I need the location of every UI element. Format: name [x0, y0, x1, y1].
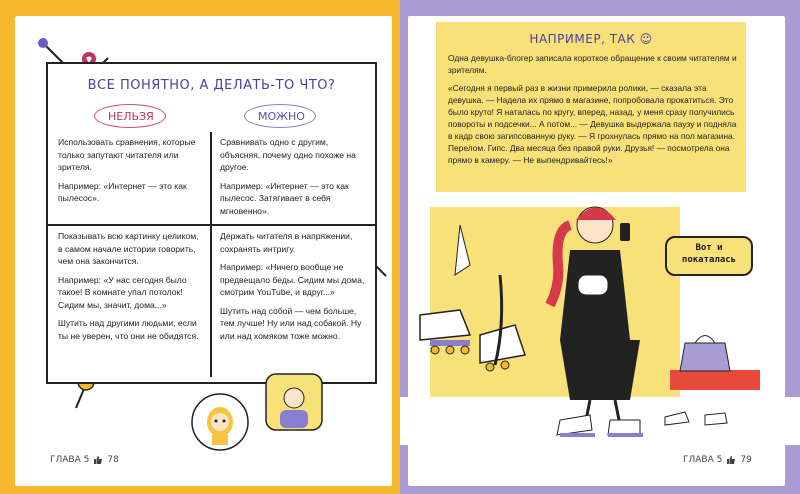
- note-paragraph: Одна девушка-блогер записала короткое обращение к своим читателям и зрителям.: [448, 53, 737, 75]
- cell-text: Например: «Ничего вообще не предвещало беды. Сидим мы дома, смотрим YouTube, и вдруг...»: [220, 262, 365, 297]
- divider-vertical: [210, 132, 212, 377]
- tips-card: [46, 62, 377, 384]
- cell-text: Показывать всю картинку целиком, в самом начале истории говорить, чем она закончится.: [58, 231, 199, 266]
- cell-text: Например: «Интернет — это как пылесос. Затягивает в себя мгновенно».: [220, 180, 349, 216]
- cell-text: Использовать сравнения, которые только запутают читателя или зрителя.: [58, 137, 196, 172]
- cell-text: Шутить над другими людьми, если ты не уверен, что они не обидятся.: [58, 318, 199, 341]
- cell-text: Например: «У нас сегодня было такое! В комнате упал потолок! Сидим мы, значит, дома...»: [58, 274, 187, 310]
- page-number: 79: [740, 455, 752, 465]
- boy-avatar-icon: [264, 372, 324, 432]
- note-paragraph: «Сегодня я первый раз в жизни примерила ролики, — сказала эта девушка. — Надела их прямо в магазине, попробовала прокатиться. Это было круто! Я наталась по кругу, вперед, назад, у меня сразу получились повороты и подсечки... А потом... — Девушка выдержала паузу и подняла в кадр свою загипсованную руку. — Я грохнулась прямо на пол магазина. Перелом. Гипс. Два месяца без правой руки. Друзья! — посмотрела она прямо в камеру. — Не выпендривайтесь!»: [448, 83, 737, 165]
- cell-text: Сравнивать одно с другим, объясняя, почему одно похоже на другое.: [220, 137, 356, 172]
- cell-text: Держать читателя в напряжении, сохранять интригу.: [220, 231, 353, 254]
- chapter-label: ГЛАВА 5: [683, 455, 723, 465]
- note-text: [448, 52, 740, 172]
- thumbs-up-icon: [93, 455, 103, 465]
- speech-bubble: [665, 236, 753, 276]
- girl-avatar-icon: [190, 392, 250, 452]
- thumbs-up-icon: [726, 455, 736, 465]
- footer-left: [50, 455, 119, 465]
- cell-text: Шутить над собой — чем больше, тем лучше! Ну или над собакой. Ну или над хомяком тоже можно.: [220, 305, 362, 341]
- label-no: НЕЛЬЗЯ: [108, 110, 154, 123]
- divider-horizontal: [48, 224, 375, 226]
- page-number: 78: [107, 455, 119, 465]
- cell-text: Например: «Интернет — это как пылесос».: [58, 180, 187, 203]
- example-note: [436, 22, 746, 192]
- card-title: ВСЕ ПОНЯТНО, А ДЕЛАТЬ-ТО ЧТО?: [87, 78, 336, 93]
- label-yes: МОЖНО: [258, 110, 305, 123]
- footer-right: [683, 455, 752, 465]
- cell-no-1: [58, 136, 203, 211]
- cell-no-2: [58, 230, 203, 348]
- cell-yes-2: [220, 230, 368, 348]
- speech-line: покаталась: [681, 255, 737, 265]
- cell-yes-1: [220, 136, 368, 223]
- chapter-label: ГЛАВА 5: [50, 455, 90, 465]
- speech-line: Вот и: [695, 243, 723, 253]
- blogger-illustration: [400, 195, 800, 445]
- note-title: НАПРИМЕР, ТАК ☺: [529, 32, 653, 46]
